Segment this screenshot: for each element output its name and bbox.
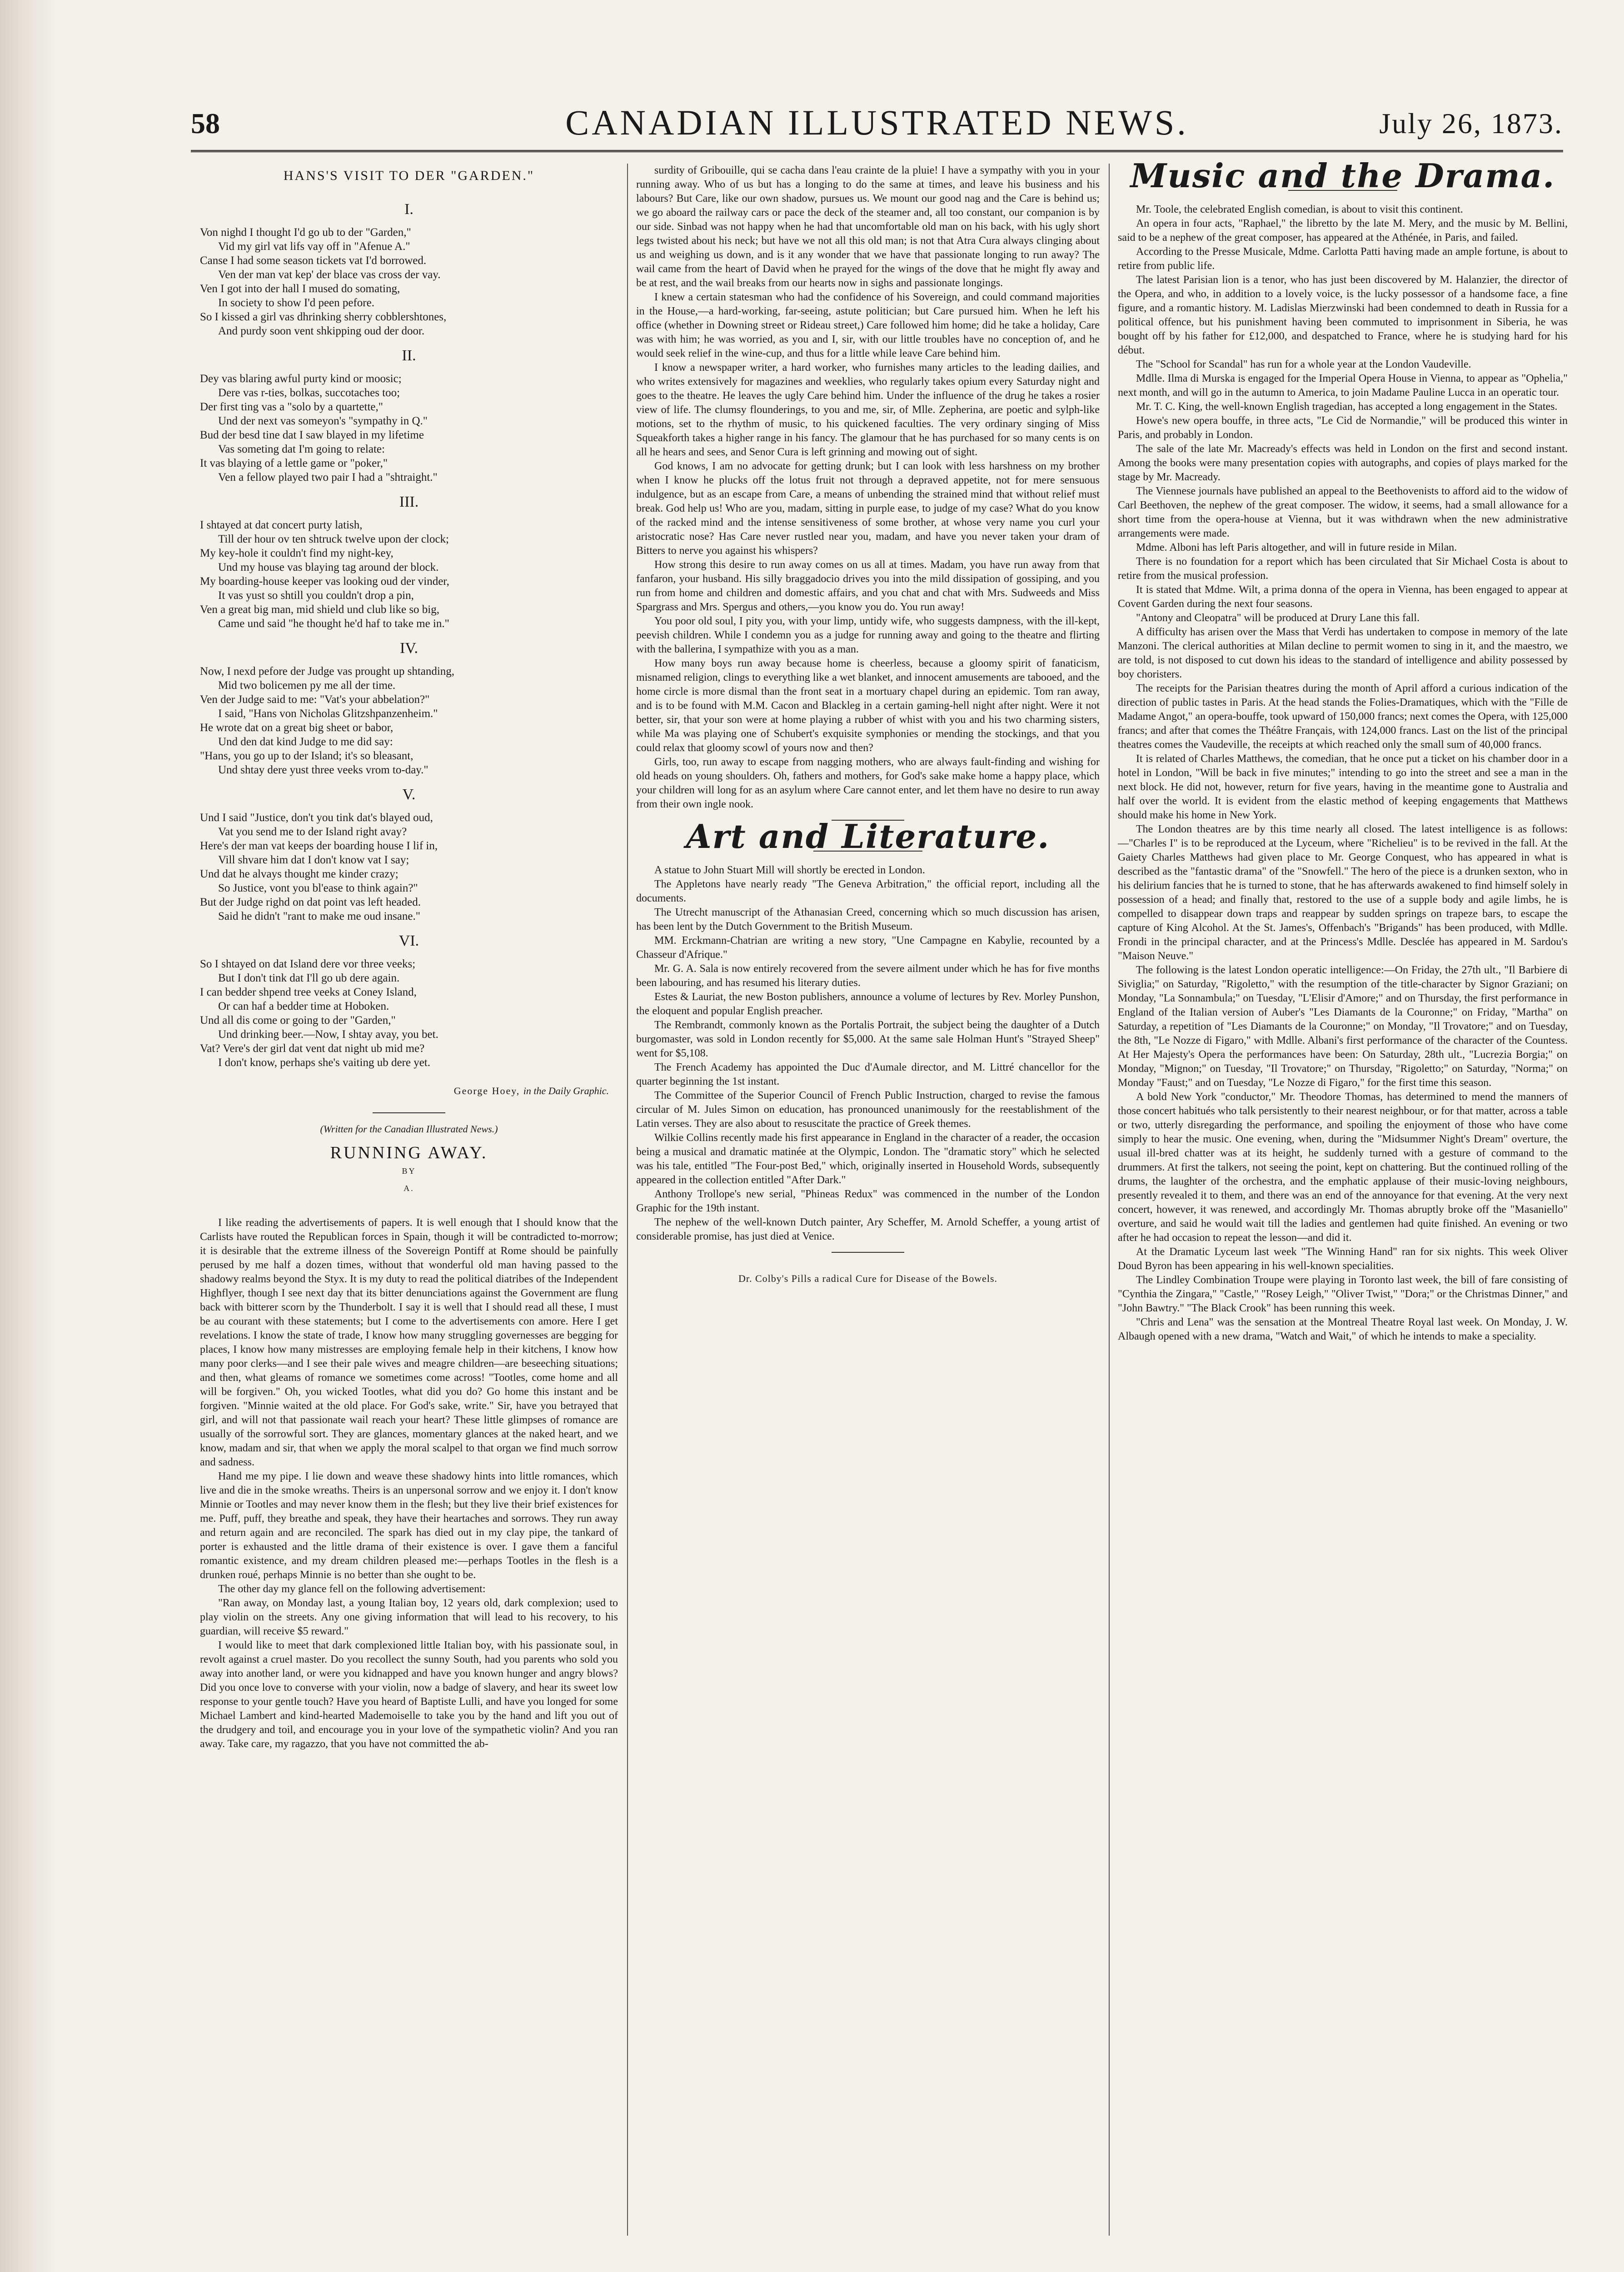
poem-body bbox=[200, 202, 618, 1070]
paragraph: The "School for Scandal" has run for a whole year at the London Vaudeville. bbox=[1136, 359, 1471, 370]
column-3 bbox=[1118, 156, 1568, 1344]
poem-line: Came und said "he thought he'd haf to take me in." bbox=[218, 618, 449, 630]
poem-line: I can bedder shpend tree veeks at Coney Island, bbox=[200, 986, 417, 998]
poem-line: Ven I got into der hall I mused do somating, bbox=[200, 283, 400, 295]
poem-line: Und shtay dere yust three veeks vrom to-day." bbox=[218, 764, 428, 776]
poem-line: He wrote dat on a great big sheet or babor, bbox=[200, 722, 394, 734]
poem-line: But der Judge righd on dat point vas left headed. bbox=[200, 896, 421, 908]
separator bbox=[832, 1252, 904, 1253]
stanza-number: II. bbox=[402, 347, 416, 364]
paragraph: The Rembrandt, commonly known as the Portalis Portrait, the subject being the daughter of a Dutch burgomaster, was sold in London recently for $5,000. At the same sale Holman Hunt's "Strayed Sheep" went for $5,108. bbox=[636, 1019, 1100, 1059]
paragraph: Anthony Trollope's new serial, "Phineas Redux" was commenced in the number of the London Graphic for the 19th instant. bbox=[636, 1188, 1100, 1214]
column-1 bbox=[200, 164, 618, 1751]
advertisement: Dr. Colby's Pills a radical Cure for Disease of the Bowels. bbox=[738, 1273, 998, 1284]
paragraph: The other day my glance fell on the following advertisement: bbox=[218, 1583, 486, 1595]
poem-line: Till der hour ov ten shtruck twelve upon der clock; bbox=[218, 533, 449, 545]
column-2 bbox=[636, 164, 1100, 1286]
paragraph: You poor old soul, I pity you, with your limp, untidy wife, who suggests dampness, with the ill-kept, peevish children. While I condemn you as a judge for running away and going to the theatre and flirting with the ballerina, I sympathize with you as a man. bbox=[636, 615, 1100, 655]
paragraph: Mr. G. A. Sala is now entirely recovered from the severe ailment under which he has for five months been labouring, and has resumed his literary duties. bbox=[636, 963, 1100, 989]
paragraph: The Viennese journals have published an appeal to the Beethovenists to afford aid to the widow of Carl Beethoven, the nephew of the great composer. The widow, it seems, had a small allowance for a short time from the opera-house at Vienna, but it was withdrawn when the new administrative arrangements were made. bbox=[1118, 485, 1568, 539]
paragraph: "Ran away, on Monday last, a young Italian boy, 12 years old, dark complexion; used to play violin on the streets. Any one giving information that will lead to his recovery, to his guardian, will receive $5 reward." bbox=[200, 1597, 618, 1637]
poem-line: Ven der Judge said to me: "Vat's your abbelation?" bbox=[200, 693, 430, 706]
paragraph: I would like to meet that dark complexioned little Italian boy, with his passionate soul, in revolt against a cruel master. Do you recollect the sunny South, had you parents who sold you away into another land, or were you kidnapped and have you known hunger and angry blows? Did you once love to converse with your violin, now a badge of slavery, and hear its sweet low response to your gentle touch? Have you heard of Baptiste Lulli, and have you longed for some Michael Lambert and kind-hearted Mademoiselle to take you by the hand and lift you out of the drudgery and toil, and encourage you in your love of the sympathetic violin? And you ran away. Take care, my ragazzo, that you have not committed the ab- bbox=[200, 1639, 618, 1750]
stanza-number: V. bbox=[402, 786, 416, 803]
poem-line: Bud der besd tine dat I saw blayed in my lifetime bbox=[200, 429, 424, 441]
paragraph: God knows, I am no advocate for getting drunk; but I can look with less harshness on my brother when I know he plucks off the lotus fruit not through a depraved appetite, not for mere sensuous indulgence, but as an escape from Care, a means of unbending the strained mind that without relief must break. God help us! Who are you, madam, sitting in purple ease, to judge of my case? What do you know of the racked mind and the intense sensitiveness of some brother, at whose very name you curl your aristocratic nose? Has Care never rustled near you, madam, and have you never taken your dram of Bitters to nerve you against his whispers? bbox=[636, 460, 1100, 557]
issue-date: July 26, 1873. bbox=[1379, 107, 1563, 140]
paragraph: surdity of Gribouille, qui se cacha dans l'eau crainte de la pluie! I have a sympathy with you in your running away. Who of us but has a longing to do the same at times, and leave his business and his labours? But Care, like our own shadow, pursues us. We mount our good nag and the Care is behind us; we go aboard the railway cars or pace the deck of the steamer and, all too constant, our companion is by our side. Sinbad was not happy when he had that uncomfortable old man on his back, with his ugly short legs twisted about his neck; but have we not all this old man; is not that Atra Cura always clinging about us and weighing us down, and is it any wonder that we have that passionate longing to run away? The wail came from the heart of David when he prayed for the wings of the dove that he might fly away and be at rest, and the wail breaks from our hearts now in sighs and passionate longings. bbox=[636, 164, 1100, 289]
poem-line: Here's der man vat keeps der boarding house I lif in, bbox=[200, 840, 438, 852]
paragraph: It is related of Charles Matthews, the comedian, that he once put a ticket on his chamber door in a hotel in London, "Will be back in five minutes;" intending to go into the street and see a man in the next block. He did not, however, return for five years, having in the meantime gone to Australia and half over the world. It is evident from the elastic method of keeping engagements that Matthews should make his home in New York. bbox=[1118, 753, 1568, 821]
page-number: 58 bbox=[191, 107, 220, 140]
poem-line: My key-hole it couldn't find my night-key, bbox=[200, 547, 394, 559]
poem-line: Von nighd I thought I'd go ub to der "Garden," bbox=[200, 226, 411, 239]
poem-line: I don't know, perhaps she's vaiting ub dere yet. bbox=[218, 1056, 431, 1069]
paragraph: A bold New York "conductor," Mr. Theodore Thomas, has determined to mend the manners of those concert habitués who talk persistently to their nearest neighbour, or for that matter, across a table or two, utterly disregarding the performance, and spoiling the enjoyment of those who have come simply to hear the music. One evening, when, during the "Midsummer Night's Dream" overture, the usual ill-bred chatter was at its height, he suddenly turned with a gesture of command to the drummers. At first the talkers, not seeing the point, kept on chattering. But the continued rolling of the drums, the laughter of the orchestra, and the emphatic applause of their music-loving neighbours, presently revealed it to them, and there was an end of the annoyance for that evening. At the very next concert, however, it was renewed, and accordingly Mr. Thomas abruptly broke off the "Masaniello" overture, and said he would wait till the ladies and gentlemen had quite finished. An evening or two after he had occasion to repeat the lesson—and did it. bbox=[1118, 1091, 1568, 1244]
paragraph: "Chris and Lena" was the sensation at the Montreal Theatre Royal last week. On Monday, J. W. Albaugh opened with a new drama, "Watch and Wait," of which he intends to make a speciality. bbox=[1118, 1316, 1568, 1342]
paragraph: The Utrecht manuscript of the Athanasian Creed, concerning which so much discussion has arisen, has been lent by the Dutch Government to the British Museum. bbox=[636, 907, 1100, 932]
poem-line: Vid my girl vat lifs vay off in "Afenue A." bbox=[218, 240, 410, 253]
paragraph: I like reading the advertisements of papers. It is well enough that I should know that the Carlists have routed the Republican forces in Spain, though it will be contradicted to-morrow; it is desirable that the extreme illness of the Sovereign Pontiff at Rome should be painfully perused by me half a dozen times, without that wonderful old man having passed to the shadowy realms beyond the Styx. It is my duty to read the political diatribes of the Independent Highflyer, though I see next day that its bitter denunciations against the Government are flung back with bitterer scorn by the Thunderbolt. I say it is well that I should read all these, I must be au courant with these statements; but I come to the advertisements con amore. Here I get revelations. I know the state of trade, I know how many struggling governesses are begging for places, I know how many mistresses are employing female help in their kitchens, I know how many poor clerks—and I see their pale wives and meagre children—are beseeching situations; and then, what gleams of romance we sometimes come across! "Tootles, come home and all will be forgiven." Oh, you wicked Tootles, what did you do? Go home this instant and be forgiven. "Minnie waited at the old place. For God's sake, write." Sir, have you betrayed that girl, and will not that passionate wail reach your heart? These little glimpses of romance are usually of the sorrowful sort. They are glances, momentary glances at the naked heart, and we know, madam and sir, that when we apply the moral scalpel to that organ we find much sorrow and sadness. bbox=[200, 1217, 618, 1468]
article-body-part-1 bbox=[200, 1216, 618, 1751]
article-by: BY bbox=[402, 1166, 416, 1176]
paragraph: Mr. Toole, the celebrated English comedian, is about to visit this continent. bbox=[1136, 204, 1463, 215]
separator bbox=[373, 1112, 445, 1113]
paragraph: Mdme. Alboni has left Paris altogether, and will in future reside in Milan. bbox=[1136, 542, 1457, 553]
poem-byline bbox=[200, 1083, 609, 1099]
stanza-number: VI. bbox=[399, 932, 419, 949]
paragraph: Mr. T. C. King, the well-known English tragedian, has accepted a long engagement in the States. bbox=[1136, 401, 1558, 413]
poem-line: Said he didn't "rant to make me oud insane." bbox=[218, 910, 420, 922]
poem-author: George Hoey, bbox=[453, 1085, 520, 1096]
article-body-part-2 bbox=[636, 164, 1100, 812]
poem-line: Mid two bolicemen py me all der time. bbox=[218, 679, 396, 692]
paragraph: An opera in four acts, "Raphael," the libretto by the late M. Mery, and the music by M. Bellini, said to be a nephew of the great composer, has appeared at the Athénée, in Paris, and failed. bbox=[1118, 218, 1568, 244]
scan-edge-shadow bbox=[0, 0, 59, 2272]
paragraph: Estes & Lauriat, the new Boston publishers, announce a volume of lectures by Rev. Morley Punshon, the eloquent and popular English preacher. bbox=[636, 991, 1100, 1017]
article-author: A. bbox=[404, 1184, 414, 1193]
column-divider bbox=[627, 164, 628, 2236]
paragraph: Howe's new opera bouffe, in three acts, "Le Cid de Normandie," will be produced this winter in Paris, and probably in London. bbox=[1118, 415, 1568, 441]
poem-line: So I kissed a girl vas dhrinking sherry cobblershtones, bbox=[200, 311, 447, 323]
poem-line: Dere vas r-ties, bolkas, succotaches too; bbox=[218, 387, 400, 399]
paragraph: The London theatres are by this time nearly all closed. The latest intelligence is as follows:—"Charles I" is to be reproduced at the Lyceum, where "Richelieu" is to be revived in the fall. At the Gaiety Charles Matthews had given place to Mr. George Conquest, who has appeared in what is described as the "fantastic drama" of the "Snowfell." The hero of the piece is a drunken sexton, who in his delirium fancies that he is turned to stone, that he has afterwards awakened to find himself solely in possession of a head; and finally that, restored to the use of a supple body and agile limbs, he is compelled to disappear down traps and reappear by sudden springs on trapeze bars, to escape the capture of King Alcohol. At the St. James's, Offenbach's "Brigands" has been produced, with Mdlle. Frondi in the principal character, and at the Princess's Mdlle. Desclée has appeared in M. Sardou's "Maison Neuve." bbox=[1118, 823, 1568, 962]
paragraph: At the Dramatic Lyceum last week "The Winning Hand" ran for six nights. This week Oliver Doud Byron has been appearing in his well-known specialities. bbox=[1118, 1246, 1568, 1272]
paragraph: The sale of the late Mr. Macready's effects was held in London on the first and second instant. Among the books were many presentation copies with autographs, and copies of plays marked for the stage by Mr. Macready. bbox=[1118, 443, 1568, 483]
paragraph: There is no foundation for a report which has been circulated that Sir Michael Costa is about to retire from the musical profession. bbox=[1118, 556, 1568, 582]
publication-title: CANADIAN ILLUSTRATED NEWS. bbox=[565, 103, 1189, 142]
column-divider bbox=[1109, 164, 1110, 2236]
poem-line: Vat you send me to der Island right avay? bbox=[218, 826, 407, 838]
paragraph: How strong this desire to run away comes on us all at times. Madam, you have run away from that fanfaron, your husband. His silly braggadocio drives you into the mild dissipation of gossiping, and you run from home and children and domestic affairs, and you chat and chat with Mrs. Sudweeds and Miss Spargrass and Mrs. Spergus and others,—you know you do. You run away! bbox=[636, 559, 1100, 613]
article-note: (Written for the Canadian Illustrated News.) bbox=[320, 1123, 498, 1135]
poem-line: Ven a great big man, mid shield und club like so big, bbox=[200, 603, 439, 616]
stanza-number: I. bbox=[404, 201, 413, 218]
poem-line: Der first ting vas a "solo by a quartette," bbox=[200, 401, 383, 413]
poem-line: Or can haf a bedder time at Hoboken. bbox=[218, 1000, 389, 1012]
poem-line: My boarding-house keeper vas looking oud der vinder, bbox=[200, 575, 449, 588]
poem-line: Canse I had some season tickets vat I'd borrowed. bbox=[200, 254, 427, 267]
paragraph: Wilkie Collins recently made his first appearance in England in the character of a reader, the occasion being a musical and dramatic matinée at the Olympic, London. The "dramatic story" which he selected was his tale, entitled "The Four-post Bed," which, originally inserted in Household Words, subsequently appeared in the collection entitled "After Dark." bbox=[636, 1132, 1100, 1186]
poem-line: It vas blaying of a lettle game or "poker," bbox=[200, 457, 388, 469]
paragraph: The latest Parisian lion is a tenor, who has just been discovered by M. Halanzier, the director of the Opera, and who, in addition to a lovely voice, is the lucky possessor of a handsome face, a fine figure, and a romantic history. M. Ladislas Mierzwinski had been condemned to death in Russia for a political offence, but his punishment having been commuted to imprisonment in Siberia, he was bought off by his father for £12,000, and despatched to France, where he is studying hard for his début. bbox=[1118, 274, 1568, 356]
masthead bbox=[191, 102, 1563, 157]
poem-line: Und all dis come or going to der "Garden," bbox=[200, 1014, 396, 1026]
article-title: RUNNING AWAY. bbox=[330, 1143, 488, 1162]
paragraph: I knew a certain statesman who had the confidence of his Sovereign, and could command majorities in the House,—a hard-working, far-seeing, astute politician; but Care pursued him. When he left his office (whether in Downing street or Rideau street,) Care followed him home; did he take a holiday, Care was with him; he was worried, as you and I, sir, with our little troubles have no conception of, and he would seek relief in the wine-cup, and thus for a little while leave Care behind him. bbox=[636, 291, 1100, 359]
poem-title: HANS'S VISIT TO DER "GARDEN." bbox=[283, 168, 535, 183]
poem-line: Now, I nexd pefore der Judge vas prought up shtanding, bbox=[200, 665, 455, 678]
paragraph: The Appletons have nearly ready "The Geneva Arbitration," the official report, including all the documents. bbox=[636, 878, 1100, 904]
masthead-rule bbox=[191, 150, 1563, 152]
music-drama-items bbox=[1118, 203, 1568, 1344]
paragraph: A statue to John Stuart Mill will shortly be erected in London. bbox=[654, 864, 925, 876]
poem-line: And purdy soon vent shkipping oud der door. bbox=[218, 325, 425, 337]
paragraph: According to the Presse Musicale, Mdme. Carlotta Patti having made an ample fortune, is about to retire from public life. bbox=[1118, 246, 1568, 272]
art-literature-items bbox=[636, 863, 1100, 1244]
poem-line: Dey vas blaring awful purty kind or moosic; bbox=[200, 373, 402, 385]
poem-line: So Justice, vont you bl'ease to think again?" bbox=[218, 882, 418, 894]
paragraph: How many boys run away because home is cheerless, because a gloomy spirit of fanaticism, misnamed religion, clings to everything like a wet blanket, and innocent amusements are tabooed, and the home circle is more dismal than the front seat in a mortuary chapel during an epidemic. Tom ran away, and is to be found with M.M. Cacon and Blackleg in a certain gaming-hell night after night. Were it not better, sir, that your son were at home playing a rubber of whist with you and his two charming sisters, while Ma was playing one of Schubert's exquisite symphonies or mending the stockings, and that you could relax that gloomy scowl of yours now and then? bbox=[636, 658, 1100, 754]
poem-source: in the Daily Graphic. bbox=[523, 1085, 609, 1096]
poem-line: It vas yust so shtill you couldn't drop a pin, bbox=[218, 589, 414, 602]
poem-line: "Hans, you go up to der Island; it's so bleasant, bbox=[200, 750, 413, 762]
art-literature-heading: Art and Literature. bbox=[686, 817, 1050, 856]
poem-line: In society to show I'd peen pefore. bbox=[218, 297, 374, 309]
music-drama-heading: Music and the Drama. bbox=[1130, 156, 1555, 195]
paragraph: I know a newspaper writer, a hard worker, who furnishes many articles to the leading dailies, and who writes extensively for magazines and weeklies, who regularly takes opium every Saturday night and goes to the theatre. He leaves the ugly Care behind him. Under the influence of the drug he takes a rosier view of life. The clumsy flounderings, to you and me, sir, of Mlle. Zepherina, are poetic and sylph-like motions, set to the rhythm of music, to his quickened faculties. The very ordinary singing of Miss Squeakforth takes a higher range in his fancy. The glamour that he has purchased for so many cents is on all he hears and sees, and Senor Cura is left grinning and mowing out of sight. bbox=[636, 362, 1100, 458]
paragraph: "Antony and Cleopatra" will be produced at Drury Lane this fall. bbox=[1136, 612, 1420, 624]
paragraph: The nephew of the well-known Dutch painter, Ary Scheffer, M. Arnold Scheffer, a young artist of considerable promise, has just died at Venice. bbox=[636, 1216, 1100, 1242]
paragraph: A difficulty has arisen over the Mass that Verdi has undertaken to compose in memory of the late Manzoni. The clerical authorities at Milan decline to permit women to sing in it, and the maestro, we are told, is not disposed to cut down his ideas to the standard of intelligence and ability possessed by boy choristers. bbox=[1118, 626, 1568, 680]
poem-line: Ven der man vat kep' der blace vas cross der vay. bbox=[218, 269, 441, 281]
poem-line: Und drinking beer.—Now, I shtay avay, you bet. bbox=[218, 1028, 438, 1041]
poem-line: Ven a fellow played two pair I had a "shtraight." bbox=[218, 471, 438, 483]
poem-line: Vas someting dat I'm going to relate: bbox=[218, 443, 385, 455]
poem-line: Und dat he alvays thought me kinder crazy; bbox=[200, 868, 399, 880]
paragraph: Mdlle. Ilma di Murska is engaged for the Imperial Opera House in Vienna, to appear as "Ophelia," next month, and will go in the autumn to America, to join Madame Pauline Lucca in an operatic tour. bbox=[1118, 373, 1568, 399]
poem-line: Und my house vas blaying tag around der block. bbox=[218, 561, 439, 573]
paragraph: Girls, too, run away to escape from nagging mothers, who are always fault-finding and wishing for old heads on young shoulders. Oh, fathers and mothers, for God's sake make home a happy place, which your children will long for as an asylum where Care cannot enter, and let them have no desire to run away from their own ingle nook. bbox=[636, 756, 1100, 810]
paragraph: The following is the latest London operatic intelligence:—On Friday, the 27th ult., "Il Barbiere di Siviglia;" on Saturday, "Rigoletto," with the resumption of the title-character by Signor Graziani; on Monday, "La Sonnambula;" on Tuesday, "L'Elisir d'Amore;" and on Thursday, the first performance in England of the Italian version of Auber's "Les Diamants de la Couronne;" on Friday, "Martha" on Saturday, a repetition of "Les Diamants de la Couronne;" on Monday, "Il Trovatore;" and on Tuesday, the 8th, "Le Nozze di Figaro," with Mdlle. Albani's first performance of the character of the Countess. At Her Majesty's Opera the performances have been: On Saturday, 28th ult., "Lucrezia Borgia;" on Monday, "Mignon;" on Tuesday, "Il Trovatore;" on Thursday, "Rigoletto;" on Saturday, "Norma;" on Monday "Faust;" and on Tuesday, "Le Nozze di Figaro," for the first time this season. bbox=[1118, 964, 1568, 1089]
poem-line: So I shtayed on dat Island dere vor three veeks; bbox=[200, 958, 416, 970]
paragraph: The receipts for the Parisian theatres during the month of April afford a curious indication of the direction of public tastes in Paris. At the head stands the Folies-Dramatiques, which with the "Fille de Madame Angot," an opera-bouffe, took upward of 150,000 francs; next comes the Opera, with 125,000 francs; and after that comes the Théâtre Français, with 124,000 francs. Last on the list of the principal theatres comes the Vaudeville, the receipts at which reached only the small sum of 40,000 francs. bbox=[1118, 683, 1568, 751]
paragraph: The Committee of the Superior Council of French Public Instruction, charged to revise the famous circular of M. Jules Simon on education, has pronounced unanimously for the reestablishment of the Latin verses. They are also about to resuscitate the practice of Greek themes. bbox=[636, 1090, 1100, 1130]
poem-line: Und der next vas someyon's "sympathy in Q." bbox=[218, 415, 428, 427]
poem-line: Und den dat kind Judge to me did say: bbox=[218, 736, 393, 748]
stanza-number: III. bbox=[399, 493, 419, 510]
poem-line: Vill shvare him dat I don't know vat I say; bbox=[218, 854, 409, 866]
paragraph: The Lindley Combination Troupe were playing in Toronto last week, the bill of fare consisting of "Cynthia the Zingara," "Castle," "Rosey Leigh," "Oliver Twist," "Dora;" or the Christmas Dinner," and "John Bawtry." "The Black Crook" has been running this week. bbox=[1118, 1274, 1568, 1314]
paragraph: Hand me my pipe. I lie down and weave these shadowy hints into little romances, which live and die in the smoke wreaths. Theirs is an unpersonal sorrow and we enjoy it. I don't know Minnie or Tootles and may never know them in the flesh; but they live their brief existences for me. Puff, puff, they breathe and speak, they have their heartaches and sorrows. They run away and return again and are reconciled. The spark has died out in my clay pipe, the tankard of porter is exhausted and the little drama of their existence is over. I gave them a fanciful romantic existence, and my dream children pleased me:—perhaps Tootles in the flesh is a drunken roué, perhaps Minnie is no better than she ought to be. bbox=[200, 1470, 618, 1581]
paragraph: It is stated that Mdme. Wilt, a prima donna of the opera in Vienna, has been engaged to appear at Covent Garden during the next four seasons. bbox=[1118, 584, 1568, 610]
poem-line: I shtayed at dat concert purty latish, bbox=[200, 519, 363, 531]
poem-line: Und I said "Justice, don't you tink dat's blayed oud, bbox=[200, 812, 433, 824]
stanza-number: IV. bbox=[400, 640, 418, 657]
poem-line: I said, "Hans von Nicholas Glitzshpanzenheim." bbox=[218, 708, 438, 720]
poem-line: Vat? Vere's der girl dat vent dat night ub mid me? bbox=[200, 1042, 425, 1055]
poem-line: But I don't tink dat I'll go ub dere again. bbox=[218, 972, 400, 984]
paragraph: MM. Erckmann-Chatrian are writing a new story, "Une Campagne en Kabylie, recounted by a Chasseur d'Afrique." bbox=[636, 935, 1100, 961]
paragraph: The French Academy has appointed the Duc d'Aumale director, and M. Littré chancellor for the quarter beginning the 1st instant. bbox=[636, 1061, 1100, 1087]
